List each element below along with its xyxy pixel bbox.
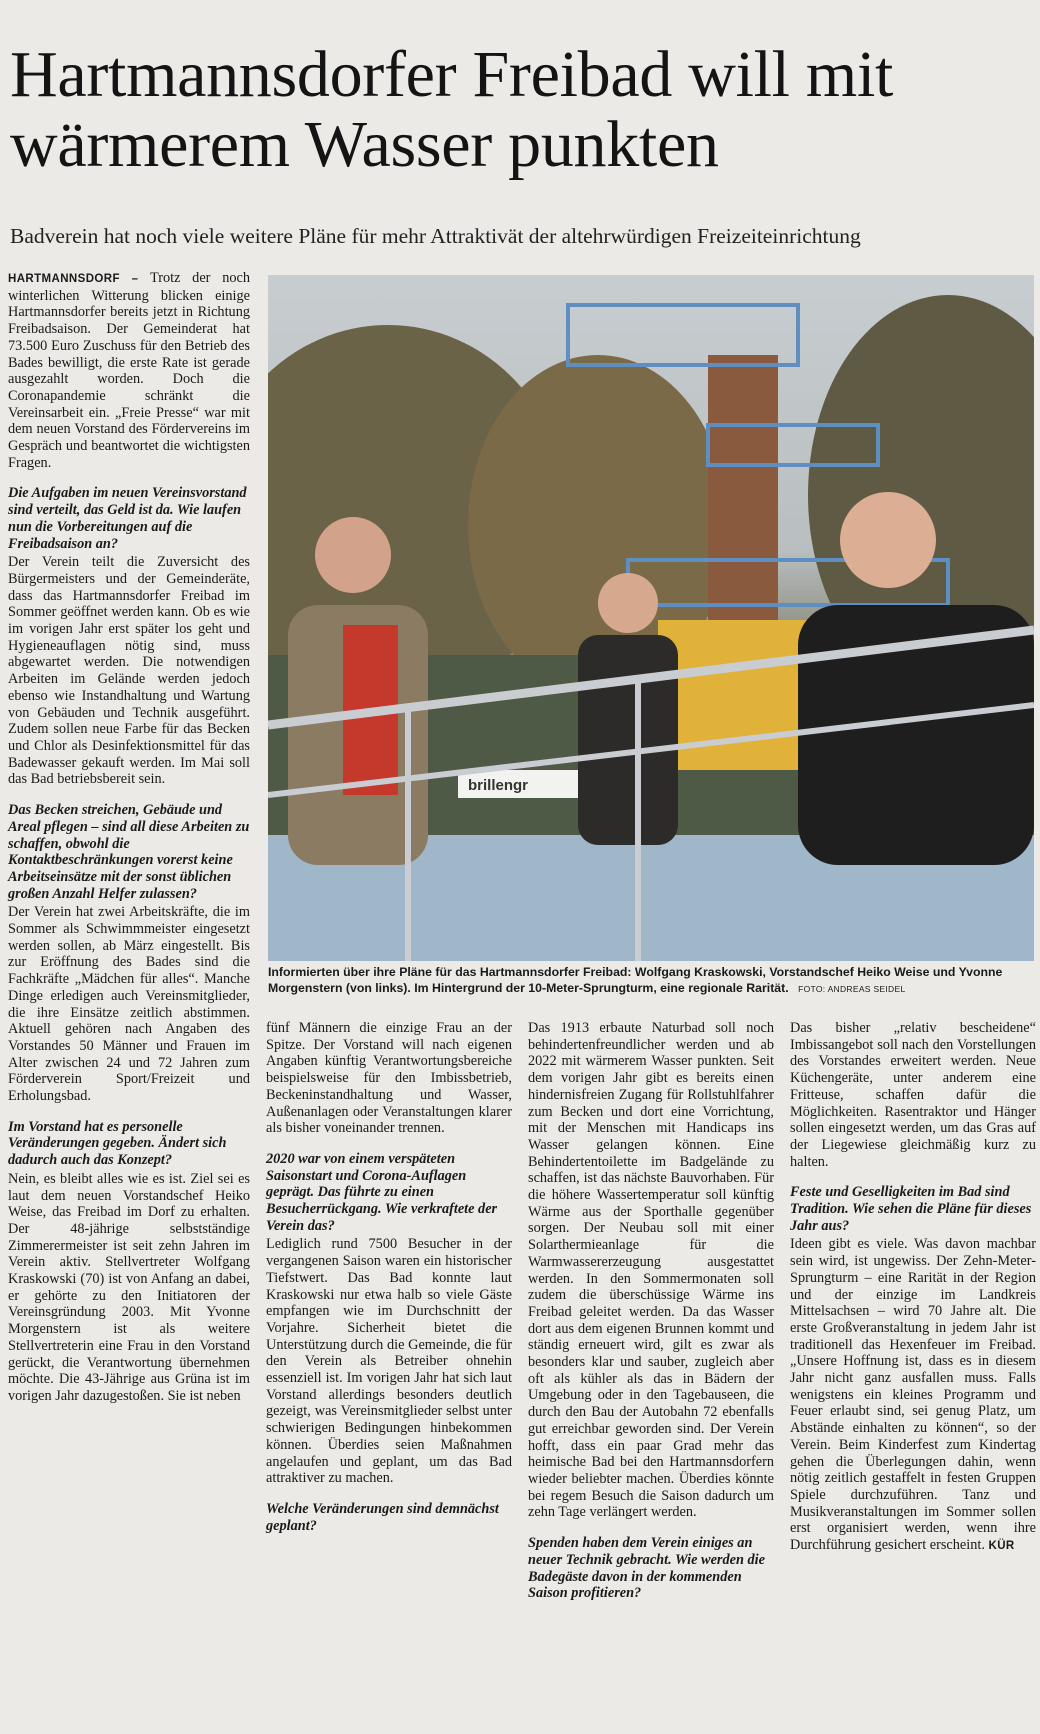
answer-6: Das bisher „relativ bescheidene“ Imbissangebot soll nach den Vorstellungen des Vorstandes erweitert werden. Neue Küchengeräte, unter anderem eine Fritteuse, schaffen dafür die Möglichkeiten. Rasentraktor und Hänger sollen eingesetzt werden, um das Gras auf der Liegewiese gleichmäßig kurz zu halten. [790,1020,1036,1170]
answer-3-part-2: fünf Männern die einzige Frau an der Spitze. Der Vorstand will nach eigenen Angaben künftig Verantwortungsbereiche beispielsweise für den Imbissbetrieb, Beckeninstandhaltung und Wasser, Außenanlagen oder Veranstaltungen klarer als bisher voneinander trennen. [266,1020,512,1137]
question-1: Die Aufgaben im neuen Vereinsvorstand sind verteilt, das Geld ist da. Wie laufen nun die Vorbereitungen auf die Freibadsaison an? [8,485,247,552]
answer-3-part-1: Nein, es bleibt alles wie es ist. Ziel sei es laut dem neuen Vorstandschef Heiko Weise, das Freibad im Dorf zu erhalten. Der 48-jährige selbstständige Zimmerermeister ist seit zehn Jahren im Verein aktiv. Stellvertreter Wolfgang Kraskowski (70) ist von Anfang an dabei, er gehörte zu den Initiatoren der Vereinsgründung 2003. Mit Yvonne Morgenstern ist als weitere Stellvertreterin eine Frau in den Vorstand gerückt, die Verantwortung übernehmen möchte. Die 43-Jährige aus Grüna ist im vorigen Jahr dazugestoßen. Sie ist neben [8,1170,250,1404]
lead-paragraph [8,270,250,471]
person-right-head [840,492,936,588]
sponsor-banner-text: brillengr [468,777,529,794]
question-2: Das Becken streichen, Gebäude und Areal pflegen – sind all diese Arbeiten zu schaffen, obwohl die Kontaktbeschränkungen vorerst keine Arbeitseinsätze mit der sonst üblichen großen Anzahl Helfer zulassen? [8,802,250,902]
article-column-4 [790,1020,1036,1563]
answer-4: Lediglich rund 7500 Besucher in der vergangenen Saison waren ein historischer Tiefstwert. Das Bad konnte laut Kraskowski nur etwa halb so viele Gäste empfangen wie im Durchschnitt der Vorjahre. Sicherheit bietet die Unterstützung durch die Gemeinde, die für den Verein als Betreiber ohnehin essenziell ist. Im vorigen Jahr hat sich laut Vorstand allerdings besonders deutlich gezeigt, was Vereinsmitglieder selbst unter schwierigen Bedingungen hinbekommen können. Überdies seien Maßnahmen angelaufen und geplant, um das Bad attraktiver zu machen. [266,1236,512,1487]
photo-caption [268,965,1034,997]
article-subheadline: Badverein hat noch viele weitere Pläne für mehr Attraktivät der altehrwürdigen Freizeiteinrichtung [10,224,861,248]
question-4: 2020 war von einem verspäteten Saisonstart und Corona-Auflagen geprägt. Das führte zu einen Besucherrückgang. Wie verkraftete der Verein das? [266,1150,498,1234]
person-left-head [315,517,391,593]
author-initials: KÜR [988,1540,1015,1553]
dateline: HARTMANNSDORF – [8,273,139,285]
lead-text: Trotz der noch winterlichen Witterung blicken einige Hartmannsdorfer bereits jetzt in Richtung Freibadsaison. Der Gemeinderat hat 73.500 Euro Zuschuss für den Betrieb des Bades bewilligt, die erste Rate ist gerade ausgezahlt worden. Doch die Coronapandemie schränkt die Vereinsarbeit ein. „Freie Presse“ war mit dem neuen Vorstand des Fördervereins im Gespräch und beantwortet die wichtigsten Fragen. [8,270,250,471]
person-middle-coat [578,635,678,845]
question-7: Feste und Geselligkeiten im Bad sind Tradition. Wie sehen die Pläne für dieses Jahr aus? [790,1184,1032,1234]
photo-credit: FOTO: ANDREAS SEIDEL [798,983,906,994]
photo-illustration [268,275,1034,961]
article-headline: Hartmannsdorfer Freibad will mit wärmerem Wasser punkten [10,38,894,181]
answer-1: Der Verein teilt die Zuversicht des Bürgermeisters und der Gemeinderäte, dass das Hartmannsdorfer Freibad im Sommer geöffnet werden kann. Ob es wie im vorigen Jahr erst später los geht und Hygieneauflagen nötig sind, muss abgewartet werden. Die notwendigen Arbeiten im Gelände werden jedoch ebenso wie Instandhaltung und Wartung von Gebäuden und Technik ausgeführt. Zudem sollen neue Farbe für das Becken und Chlor als Desinfektionsmittel für das Badewasser gekauft werden. Im Mai soll das Bad betriebsbereit sein. [8,554,250,788]
person-middle-head [598,573,658,633]
answer-7-text: Ideen gibt es viele. Was davon machbar sein wird, ist ungewiss. Der Zehn-Meter-Sprungturm – eine Rarität in der Region und der einzige im Landkreis Mittelsachsen – wird 70 Jahre alt. Die erste Großveranstaltung in jedem Jahr ist traditionell das Hexenfeuer im Freibad. „Unsere Hoffnung ist, dass es in diesem Jahr nicht ganz ausfallen muss. Falls wenigstens ein kleines Programm und Feuer erlaubt sind, sei genug Platz, um Abstände einhalten zu können“, so der Verein. Beim Kinderfest zum Kindertag gehen die Überlegungen dahin, wenn nötig zeitlich gestaffelt in festen Gruppen Spiele durchzuführen. Tanz und Musikveranstaltungen im Sommer sollen erst organisiert werden, wenn ihre Durchführung gesichert erscheint. [790,1236,1036,1554]
answer-2: Der Verein hat zwei Arbeitskräfte, die im Sommer als Schwimmmeister eingesetzt werden sollen, ab März eingestellt. Bis zur Eröffnung des Bades sind die Fachkräfte „Mädchen für alles“. Manche Dinge erledigen auch Vereinsmitglieder, die ihre Einsätze zeitlich abstimmen. Aktuell gehören nach Angaben des Vorstandes 50 Männer und Frauen im Alter zwischen 24 und 72 Jahren zum Förderverein Sport/Freizeit und Erholungsbad. [8,904,250,1105]
article-column-1 [8,270,250,1413]
question-6: Spenden haben dem Verein einiges an neuer Technik gebracht. Wie werden die Badegäste davon in der kommenden Saison profitieren? [528,1535,765,1602]
article-photo [268,275,1034,961]
question-3: Im Vorstand hat es personelle Veränderungen gegeben. Ändert sich dadurch auch das Konzept? [8,1118,227,1169]
caption-text: Informierten über ihre Pläne für das Hartmannsdorfer Freibad: Wolfgang Kraskowski, Vorstandschef Heiko Weise und Yvonne Morgenstern (von links). Im Hintergrund der 10-Meter-Sprungturm, eine regionale Rarität. [268,965,1003,995]
article-column-2 [266,1020,512,1536]
answer-5: Das 1913 erbaute Naturbad soll noch behindertenfreundlicher werden und ab 2022 mit wärmerem Wasser punkten. Seit dem vorigen Jahr gibt es bereits einen hindernisfreien Zugang für Rollstuhlfahrer zum Becken und dort eine Vorrichtung, mit der Menschen mit Handicaps ins Wasser gelangen können. Eine Behindertentoilette im Badgelände zu schaffen, ist das nächste Bauvorhaben. Für die höhere Wassertemperatur soll künftig Wärme aus der Sporthalle gegenüber sorgen. Der Neubau soll mit einer Solarthermieanlage für die Warmwassererzeugung ausgestattet werden. In den Sommermonaten soll zudem die überschüssige Wärme ins Freibad geleitet werden. Da das Wasser dort aus dem eigenen Brunnen kommt und ständig erneuert wird, gilt es zwar als besonders klar und sauber, zugleich aber oft als kühler als das in Bädern der Umgebung oder in den Tagebauseen, die durch den Bau der Autobahn 72 ebenfalls gut erreichbar geworden sind. Der Verein hofft, dass ein paar Grad mehr das heimische Bad bei den Hartmannsdorfern wieder beliebter machen. Überdies könnte bei regem Besuch die Saison dadurch um zehn Tage verlängert werden. [528,1020,774,1521]
answer-7 [790,1236,1036,1554]
question-5: Welche Veränderungen sind demnächst geplant? [266,1500,499,1534]
article-column-3 [528,1020,774,1604]
